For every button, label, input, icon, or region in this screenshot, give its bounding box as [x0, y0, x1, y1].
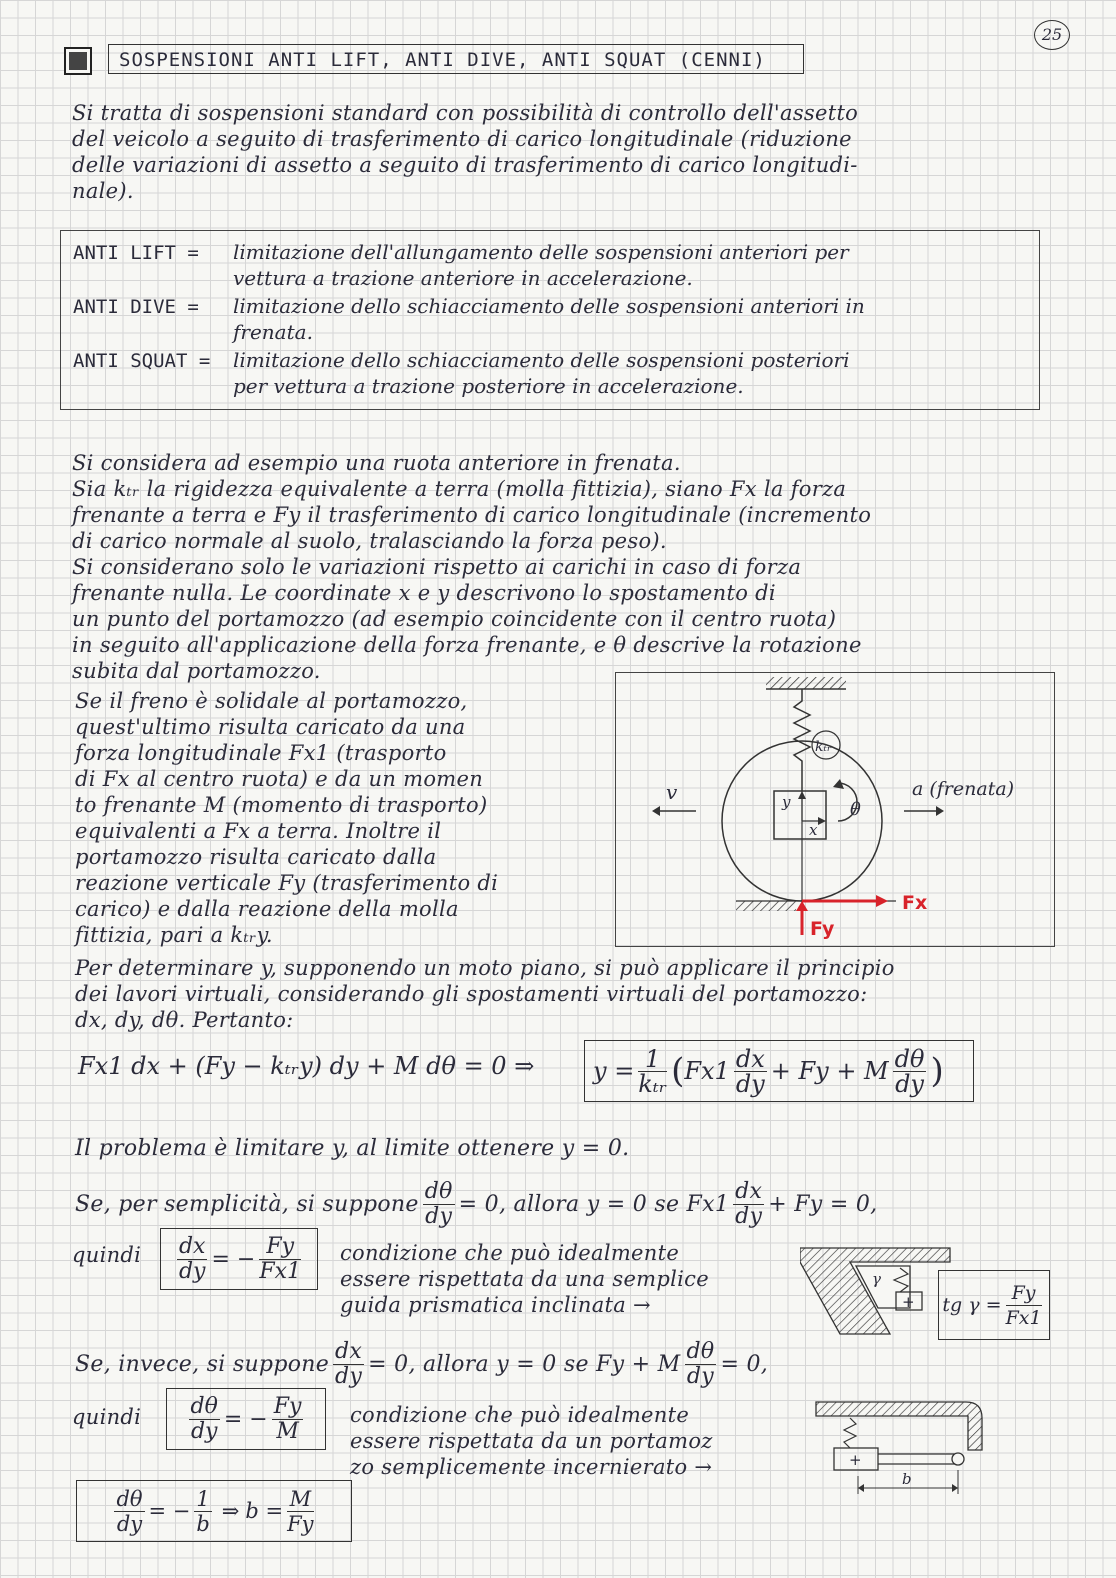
virtual-work-paragraph — [75, 955, 1045, 1033]
prismatic-guide-sketch — [800, 1244, 960, 1344]
text-line: fittizia, pari a kₜᵣy. — [75, 923, 273, 947]
text-line: equivalenti a Fx a terra. Inoltre il — [75, 819, 442, 843]
text-line: portamozzo risulta caricato dalla — [75, 845, 437, 869]
text-line: di carico normale al suolo, tralasciando la forza peso). — [72, 529, 667, 553]
wheel-diagram-svg — [616, 673, 1053, 945]
case2-quindi: quindi — [72, 1405, 142, 1429]
text-line: frenante a terra e Fy il trasferimento di carico longitudinale (incremento — [72, 503, 872, 527]
fraction: $\frac{d\theta}{dy}$ — [424, 1179, 453, 1229]
text-line: Se il freno è solidale al portamozzo, — [75, 689, 468, 713]
text-line: reazione verticale Fy (trasferimento di — [75, 871, 499, 895]
text-line: forza longitudinale Fx1 (trasporto — [75, 741, 447, 765]
case1-note: condizione che può idealmente essere rispettata da una semplice guida prismatica inclinata → — [340, 1241, 709, 1317]
text-line: un punto del portamozzo (ad esempio coincidente con il centro ruota) — [72, 607, 837, 631]
text-line: frenante nulla. Le coordinate x e y descrivono lo spostamento di — [72, 581, 776, 605]
fx-label: Fx — [902, 892, 928, 914]
text-line: in seguito all'applicazione della forza frenante, e θ descrive la rotazione — [72, 633, 862, 657]
text-line: Sia kₜᵣ la rigidezza equivalente a terra (molla fittizia), siano Fx la forza — [72, 477, 847, 501]
text-line: dx, dy, dθ. Pertanto: — [75, 1008, 294, 1032]
text-line: carico) e dalla reazione della molla — [75, 897, 459, 921]
definition-text: limitazione dello schiacciamento delle sospensioni posteriori — [233, 348, 850, 372]
section-bullet-icon — [64, 47, 92, 75]
definition-term: ANTI LIFT = — [73, 242, 199, 264]
definition-continuation: frenata. — [233, 320, 313, 344]
hinge-icon — [952, 1453, 964, 1465]
fraction: $\frac{dx}{dy}$ — [735, 1044, 765, 1098]
definition-term: ANTI DIVE = — [73, 296, 199, 318]
gamma-label: γ — [872, 1270, 881, 1288]
intro-line: delle variazioni di assetto a seguito di trasferimento di carico longitudi- — [72, 153, 858, 177]
spring-icon — [794, 689, 810, 791]
plus-fy-m: + Fy + M — [770, 1057, 889, 1085]
fraction: $\frac{d\theta}{dy}$ — [894, 1044, 925, 1098]
definition-anti-lift — [73, 239, 1028, 266]
definition-text: limitazione dello schiacciamento delle sospensioni anteriori in — [233, 294, 865, 318]
wheel-diagram — [615, 672, 1055, 947]
y-result-box: y = $\frac{1}{\text{kₜᵣ}}$ ( Fx1 $\frac{dx}{dy}$ + Fy + M $\frac{d\theta}{dy}$ ) — [584, 1040, 974, 1102]
ground-top-hatch — [766, 677, 846, 689]
text-line: subita dal portamozzo. — [72, 659, 321, 683]
theta-label: θ — [850, 799, 861, 820]
text-line: to frenante M (momento di trasporto) — [75, 793, 488, 817]
definition-text: limitazione dell'allungamento delle sospensioni anteriori per — [233, 240, 849, 264]
definition-term: ANTI SQUAT = — [73, 350, 211, 372]
hinged-carrier-sketch — [806, 1398, 986, 1508]
fraction: $\frac{dx}{dy}$ — [735, 1179, 763, 1229]
intro-line: nale). — [72, 179, 134, 203]
spring-label: kₜᵣ — [815, 739, 832, 755]
section-title: SOSPENSIONI ANTI LIFT, ANTI DIVE, ANTI SQUAT (CENNI) — [108, 44, 804, 74]
y-label: y — [782, 793, 791, 811]
text-line: dei lavori virtuali, considerando gli spostamenti virtuali del portamozzo: — [75, 982, 868, 1006]
virtual-work-equation: Fx1 dx + (Fy − kₜᵣy) dy + M dθ = 0 ⇒ — [78, 1052, 535, 1080]
plus-label: + — [902, 1293, 915, 1311]
tan-gamma-box: tg γ = $\frac{Fy}{Fx1}$ — [938, 1270, 1050, 1340]
text-line: Si considera ad esempio una ruota anteriore in frenata. — [72, 451, 681, 475]
text-line: quest'ultimo risulta caricato da una — [75, 715, 466, 739]
page-number: 25 — [1034, 20, 1070, 50]
brake-paragraph — [75, 688, 575, 948]
text-line: Per determinare y, supponendo un moto piano, si può applicare il principio — [75, 956, 895, 980]
intro-paragraph — [72, 100, 1042, 204]
case1-result-box: $\frac{dx}{dy}$ = − $\frac{Fy}{Fx1}$ — [160, 1228, 318, 1290]
v-label: v — [666, 780, 678, 804]
fraction: $\frac{1}{\text{kₜᵣ}}$ — [638, 1044, 668, 1098]
case2-note: condizione che può idealmente essere rispettata da un portamoz zo semplicemente incernierato → — [350, 1403, 713, 1479]
definitions-box — [60, 230, 1040, 410]
x-label: x — [809, 821, 818, 839]
fy-label: Fy — [810, 918, 835, 940]
example-paragraph — [72, 450, 1037, 684]
ground-bottom-hatch — [736, 901, 796, 911]
case2-result-box: $\frac{d\theta}{dy}$ = − $\frac{Fy}{M}$ — [166, 1388, 326, 1450]
case2-condition: Se, invece, si suppone $\frac{dx}{dy}$ = 0, allora y = 0 se Fy + M $\frac{d\theta}{dy}$ = 0, — [75, 1339, 769, 1389]
fx1-symbol: Fx1 — [684, 1057, 730, 1085]
a-label: a (frenata) — [912, 778, 1015, 800]
intro-line: del veicolo a seguito di trasferimento di carico longitudinale (riduzione — [72, 127, 852, 151]
case1-condition: Se, per semplicità, si suppone $\frac{d\theta}{dy}$ = 0, allora y = 0 se Fx1 $\frac{dx}{dy}$ + Fy = 0, — [75, 1179, 878, 1229]
problem-statement: Il problema è limitare y, al limite ottenere y = 0. — [75, 1136, 630, 1161]
text-line: Si considerano solo le variazioni rispetto ai carichi in caso di forza — [72, 555, 802, 579]
svg-text:+: + — [849, 1451, 862, 1469]
final-result-box: $\frac{d\theta}{dy}$ = − $\frac{1}{b}$ ⇒ b = $\frac{M}{Fy}$ — [76, 1480, 352, 1542]
definition-anti-squat — [73, 347, 1028, 374]
b-label: b — [902, 1470, 912, 1488]
intro-line: Si tratta di sospensioni standard con possibilità di controllo dell'assetto — [72, 101, 859, 125]
case1-quindi: quindi — [72, 1243, 142, 1267]
definition-continuation: per vettura a trazione posteriore in accelerazione. — [233, 374, 744, 398]
y-equals: y = — [593, 1057, 635, 1085]
text-line: di Fx al centro ruota) e da un momen — [75, 767, 484, 791]
definition-anti-dive — [73, 293, 1028, 320]
definition-continuation: vettura a trazione anteriore in accelerazione. — [233, 266, 693, 290]
